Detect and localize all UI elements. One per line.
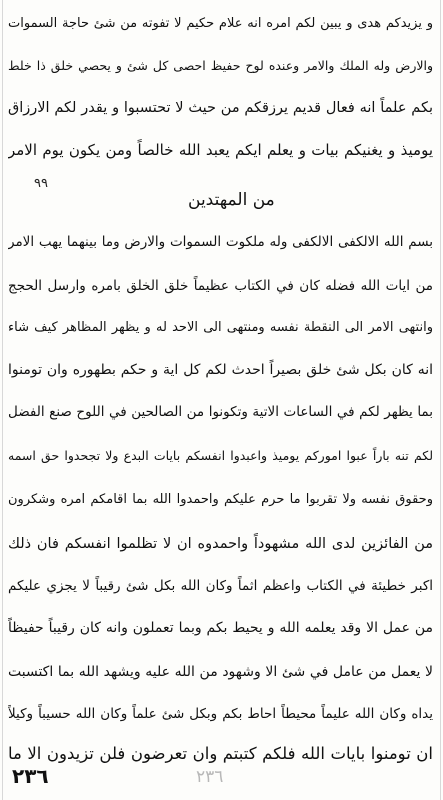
marginal-number: ٩٩ xyxy=(34,176,48,191)
manuscript-text-block xyxy=(8,6,433,764)
page-edge-right xyxy=(440,0,441,800)
section-heading: من المهتدين xyxy=(188,190,275,210)
text-line: بسم الله الالكفى الالكفى وله ملكوت السموات والارض وما بينهما يهب الامر xyxy=(8,234,433,250)
text-line: اكبر خطيئة في الكتاب واعظم اثماً وكان الله بكل شئ رقيباً لا يجزي عليكم xyxy=(8,578,433,594)
page-edge-left xyxy=(2,0,3,800)
text-line: من عمل الا وقد يعلمه الله و يحيط بكم وبما تعملون وانه كان رقيباً حفيظاً xyxy=(8,620,433,636)
text-line: وانتهى الامر الى النقطة نفسه ومنتهى الى الاحد له و يظهر المظاهر كيف شاء xyxy=(8,320,433,335)
text-line: وحقوق نفسه ولا تقربوا ما حرم عليكم واحمدوا الله بما اقامكم امره وشكرون xyxy=(8,492,433,507)
text-line: ان تومنوا بايات الله فلكم كتبتم وان تعرضون فلن تزيدون الا ما xyxy=(8,744,433,763)
text-line: يوميذ و يغنيكم بيات و يعلم ايكم يعبد الله خالصاً ومن يكون يوم الامر xyxy=(8,141,433,159)
text-line: و يزيدكم هدى و يبين لكم امره انه علام حكيم لا تفوته من شئ حاجة السموات xyxy=(8,16,433,31)
folio-number-faint: ٢٣٦ xyxy=(196,767,224,787)
text-line: من ايات الله فضله كان في الكتاب عظيماً خلق الخلق بامره وارسل الحجج xyxy=(8,278,433,294)
text-line: بكم علماً انه فعال قديم يرزقكم من حيث لا تحتسبوا و يقدر لكم الارزاق xyxy=(8,100,433,116)
folio-number: ٢٣٦ xyxy=(12,764,49,788)
text-line: لا يعمل من عامل في شئ الا وشهود من الله عليه ويشهد الله بما اكتسبت xyxy=(8,664,433,680)
text-line: والارض وله الملك والامر وعنده لوح حفيظ احصى كل شئ و يحصي خلق ذا خلط xyxy=(8,58,433,73)
text-line: لكم تنه باراً عبوا امورکم يوميذ واعبدوا انفسكم بايات البدع ولا تجحدوا حق اسمه xyxy=(8,448,433,463)
text-line: من الفائزين لدى الله مشهوداً واحمدوه ان لا تظلموا انفسكم فان ذلك xyxy=(8,536,433,552)
text-line: انه كان بكل شئ خلق بصيراً احدث لكم كل اية و حكم بطهوره وان تومنوا xyxy=(8,362,433,378)
text-line: يداه وكان الله عليماً محيطاً احاط بكم وبكل شئ علماً وكان الله حسيباً وكيلاً xyxy=(8,706,433,722)
text-line: بما يظهر لكم في الساعات الاتية وتكونوا من الصالحين في اللوح صنع الفضل xyxy=(8,404,433,420)
